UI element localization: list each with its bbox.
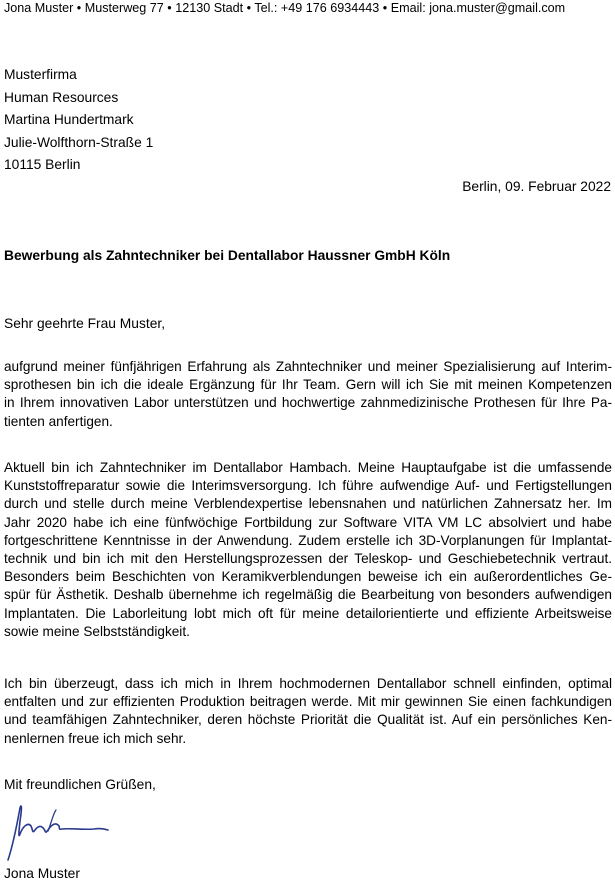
paragraph-line: aufgrund meiner fünfjährigen Erfahrung als Zahntechniker und meiner Spezialisierung auf Interim- [4,359,612,374]
salutation: Sehr geehrte Frau Muster, [4,316,166,331]
paragraph-line: tienten anfertigen. [4,413,113,429]
recipient-city: 10115 Berlin [4,157,81,173]
paragraph-line: Aktuell bin ich Zahntechniker im Dentallabor Hambach. Meine Hauptaufgabe ist die umfassende [4,460,612,475]
paragraph-line: entfalten und zur effizienten Produktion beitragen werde. Mit mir gewinnen Sie einen fachkundigen [4,694,612,710]
paragraph-line: nenlernen freue ich mich sehr. [4,730,187,746]
handwritten-signature-icon [4,800,114,864]
paragraph-line: Jahr 2020 habe ich eine fünfwöchige Fortbildung zur Software VITA VM LC absolviert und habe [4,514,612,530]
paragraph-line: fortgeschrittene Kenntnisse in der Anwendung. Zudem erstelle ich 3D-Vorplanungen für Implantat- [4,532,612,548]
paragraph-line: Implantaten. Die Laborleitung lobt mich oft für meine detailorientierte und effiziente Arbeitsweise [4,605,612,621]
letter-subject: Bewerbung als Zahntechniker bei Dentallabor Haussner GmbH Köln [4,248,451,263]
paragraph-conclusion [4,675,612,748]
paragraph-line: Besonders beim Beschichten von Keramikverblendungen beweise ich ein außerordentliches Ge- [4,569,612,585]
paragraph-line: technik und bin ich mit den Herstellungsprozessen der Teleskop- und Geschiebetechnik vertraut. [4,550,612,566]
paragraph-line: in Ihrem innovativen Labor unterstützen und hochwertige zahnmedizinische Prothesen für Ihre Pa- [4,395,612,411]
signer-name: Jona Muster [4,866,80,881]
paragraph-line: sprothesen bin ich die ideale Ergänzung für Ihr Team. Gern will ich Sie mit meinen Kompetenzen [4,377,612,393]
paragraph-line: Kunststoffreparatur sowie die Interimsversorgung. Ich führe aufwendige Auf- und Fertigstellungen [4,478,612,494]
paragraph-line: sowie meine Selbstständigkeit. [4,623,190,639]
paragraph-line: und teamfähigen Zahntechniker, deren höchste Priorität die Qualität ist. Auf ein persönliches Ken- [4,712,612,728]
recipient-street: Julie-Wolfthorn-Straße 1 [4,134,154,150]
paragraph-line: durch und stelle durch meine Verblendexpertise lebensnahen und natürlichen Zahnersatz her. Im [4,496,612,512]
paragraph-experience [4,459,612,641]
recipient-department: Human Resources [4,89,119,105]
closing-phrase: Mit freundlichen Grüßen, [4,777,156,792]
paragraph-intro [4,358,612,431]
paragraph-line: Ich bin überzeugt, dass ich mich in Ihrem hochmodernen Dentallabor schnell einfinden, optimal [4,676,612,691]
recipient-name: Martina Hundertmark [4,112,134,128]
letter-date: Berlin, 09. Februar 2022 [462,179,611,194]
paragraph-line: spür für Ästhetik. Deshalb übernehme ich regelmäßig die Bearbeitung von besonders aufwendigen [4,587,612,603]
sender-contact-line: Jona Muster • Musterweg 77 • 12130 Stadt • Tel.: +49 176 6934443 • Email: jona.muster@gmail.com [4,1,566,15]
recipient-address [4,64,404,177]
recipient-company: Musterfirma [4,67,77,82]
